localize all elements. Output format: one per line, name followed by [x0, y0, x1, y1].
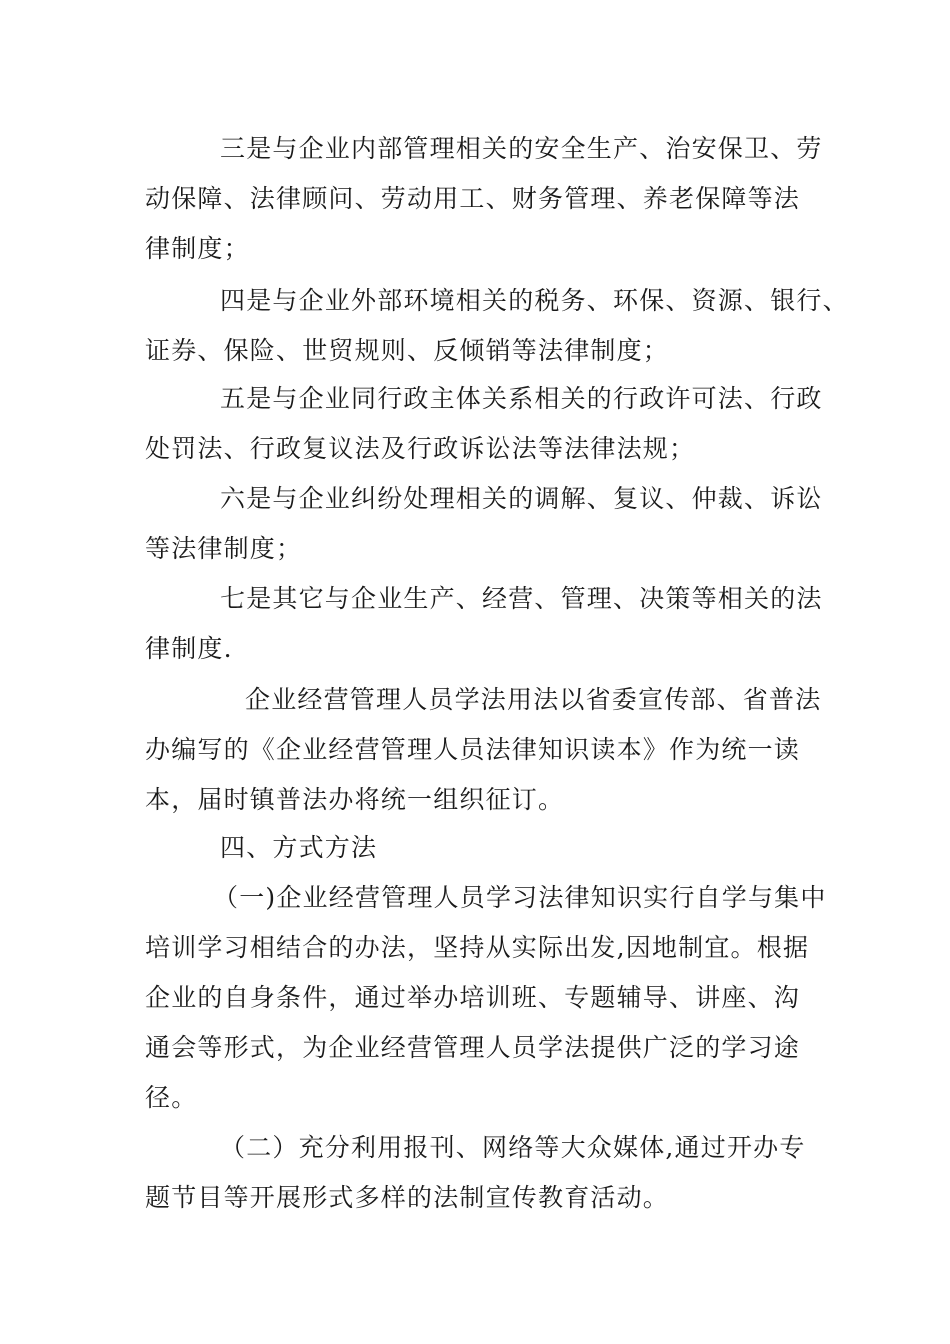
- text-line: 七是其它与企业生产、经营、管理、决策等相关的法: [220, 584, 823, 613]
- text-line: 四是与企业外部环境相关的税务、环保、资源、银行、: [220, 286, 849, 315]
- text-line: 证券、保险、世贸规则、反倾销等法律制度；: [145, 336, 670, 365]
- text-line: 动保障、法律顾问、劳动用工、财务管理、养老保障等法: [145, 184, 801, 213]
- text-line: 题节目等开展形式多样的法制宣传教育活动。: [145, 1183, 670, 1212]
- text-line: 三是与企业内部管理相关的安全生产、治安保卫、劳: [220, 134, 823, 163]
- text-line: 本，届时镇普法办将统一组织征订。: [145, 785, 565, 814]
- text-line: 律制度；: [145, 234, 250, 263]
- text-line: 等法律制度；: [145, 534, 303, 563]
- text-line: 径。: [145, 1083, 198, 1112]
- text-line: 处罚法、行政复议法及行政诉讼法等法律法规；: [145, 434, 696, 463]
- text-line: 六是与企业纠纷处理相关的调解、复议、仲裁、诉讼: [220, 484, 823, 513]
- text-line: 企业的自身条件，通过举办培训班、专题辅导、讲座、沟: [145, 983, 801, 1012]
- text-line: 培训学习相结合的办法，坚持从实际出发,因地制宜。根据: [145, 933, 810, 962]
- text-line: （一)企业经营管理人员学习法律知识实行自学与集中: [213, 883, 827, 912]
- text-line: 五是与企业同行政主体关系相关的行政许可法、行政: [220, 384, 823, 413]
- text-line: （二）充分利用报刊、网络等大众媒体,通过开办专: [220, 1133, 806, 1162]
- text-line: 律制度.: [145, 634, 233, 663]
- text-line: 通会等形式，为企业经营管理人员学法提供广泛的学习途: [145, 1033, 801, 1062]
- heading-text: 四、方式方法: [220, 833, 378, 862]
- text-line: 办编写的《企业经营管理人员法律知识读本》作为统一读: [145, 735, 801, 764]
- text-line: 企业经营管理人员学法用法以省委宣传部、省普法: [245, 685, 822, 714]
